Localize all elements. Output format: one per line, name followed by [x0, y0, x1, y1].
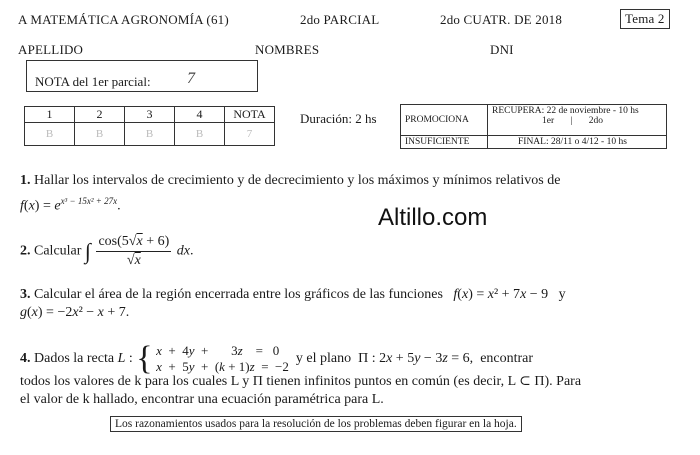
exam-title: 2do PARCIAL — [300, 12, 380, 27]
grades-table — [24, 106, 275, 146]
question-text: Calcular el área de la región encerrada entre los gráficos de las funciones — [34, 287, 443, 302]
status-table — [400, 104, 667, 149]
question-text: y el plano — [295, 351, 352, 367]
grade-score: B — [75, 123, 125, 146]
grade-score: B — [125, 123, 175, 146]
dni-label: DNI — [490, 42, 514, 57]
promociona-cell: PROMOCIONA — [401, 105, 488, 136]
apellido-label: APELLIDO — [18, 42, 84, 57]
question-1-formula: $f(x) = e^{x^3 - 15x^2 + 27x}$. — [20, 196, 121, 214]
nota-label: NOTA del 1er parcial: — [35, 74, 151, 89]
grade-header: 1 — [25, 107, 75, 123]
tema-badge: Tema 2 — [620, 9, 670, 29]
grade-header: 2 — [75, 107, 125, 123]
grade-score: 7 — [225, 123, 275, 146]
question-text: Calcular — [34, 243, 82, 259]
question-text: Hallar los intervalos de crecimiento y de decrecimiento y los máximos y mínimos relativos de — [34, 173, 561, 188]
question-number: 3. — [20, 287, 31, 302]
question-text: encontrar — [480, 351, 534, 367]
recupera-option-2: 2do — [588, 116, 604, 126]
grade-score: B — [25, 123, 75, 146]
question-4-line-2: todos los valores de k para los cuales L y Π tienen infinitos puntos en común (es decir, L ⊂ Π). Para — [20, 374, 582, 389]
question-text: Dados la recta — [34, 351, 115, 367]
grade-header: 4 — [175, 107, 225, 123]
duration-label: Duración: 2 hs — [300, 111, 377, 126]
nota-box — [26, 60, 258, 92]
recupera-cell: RECUPERA: 22 de noviembre - 10 hs 1er | 2do — [488, 105, 667, 136]
watermark: Altillo.com — [378, 204, 488, 231]
question-number: 2. — [20, 243, 31, 259]
footer-note: Los razonamientos usados para la resolución de los problemas deben figurar en la hoja. — [110, 416, 522, 432]
recupera-option-1: 1er — [542, 116, 555, 126]
question-2: 2. Calcular ∫ $\frac{\cos(5√x + 6)}{√x}$ dx. — [20, 234, 194, 268]
subject-title: A MATEMÁTICA AGRONOMÍA (61) — [18, 12, 229, 27]
nombres-label: NOMBRES — [255, 42, 320, 57]
question-4-line-3: el valor de k hallado, encontrar una ecuación paramétrica para L. — [20, 392, 384, 407]
grade-header: NOTA — [225, 107, 275, 123]
final-cell: FINAL: 28/11 o 4/12 - 10 hs — [488, 136, 667, 149]
recupera-label: RECUPERA: 22 de noviembre - 10 hs — [492, 106, 639, 116]
nota-value: 7 — [187, 70, 195, 87]
question-number: 1. — [20, 173, 31, 188]
question-4: 4. Dados la recta L : { x + 4y + 3z = 0 x + 5y + (k + 1)z = −2 y el plano Π : 2x + 5y − 3z = 6, encontrar — [20, 340, 534, 377]
grade-header: 3 — [125, 107, 175, 123]
question-3: 3. Calcular el área de la región encerrada entre los gráficos de las funciones f(x) = x² + 7x − 9 y — [20, 287, 566, 302]
question-number: 4. — [20, 351, 31, 367]
term-label: 2do CUATR. DE 2018 — [440, 12, 563, 27]
question-3-formula: g(x) = −2x² − x + 7. — [20, 305, 130, 320]
grade-score: B — [175, 123, 225, 146]
question-1 — [20, 172, 680, 190]
insuficiente-cell: INSUFICIENTE — [401, 136, 488, 149]
